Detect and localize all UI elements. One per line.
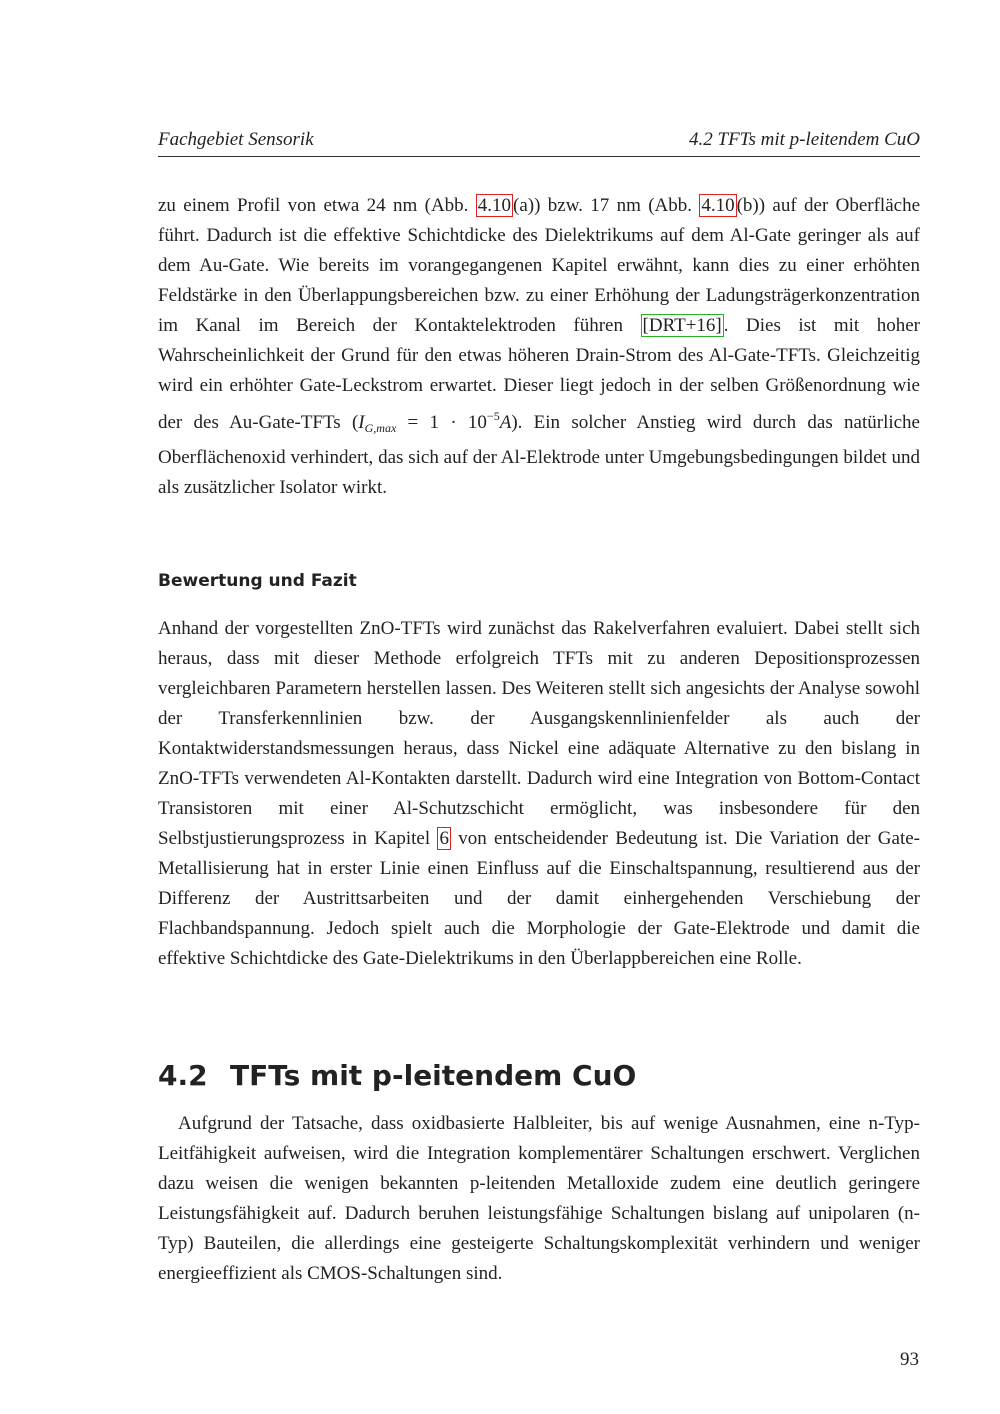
text-run: Anhand der vorgestellten ZnO-TFTs wird zunächst das Rakelverfahren evaluiert. Dabei stellt sich heraus, dass mit dieser Methode erfolgreich TFTs mit zu anderen Depositionsprozessen vergleichbaren Parametern herstellen lassen. Des Weiteren stellt sich angesichts der Analyse sowohl der Transferkennlinien bzw. der Ausgangskennlinienfelder als auch der Kontaktwiderstandsmessungen heraus, dass Nickel eine adäquate Alternative zu den bislang in ZnO-TFTs verwendeten Al-Kontakten darstellt. Dadurch wird eine Integration von Bottom-Contact Transistoren mit einer Al-Schutzschicht ermöglicht, was insbesondere für den Selbstjustierungsprozess in Kapitel: [158, 618, 920, 849]
paragraph-conclusion: [158, 614, 920, 974]
citation-link[interactable]: [DRT+16]: [642, 315, 722, 336]
header-right: 4.2 TFTs mit p-leitendem CuO: [689, 129, 920, 150]
text-run: zu einem Profil von etwa 24 nm (Abb.: [158, 195, 476, 216]
text-run: . Dies ist mit hoher Wahrscheinlichkeit der Grund für den etwas höheren Drain-Strom des Al-Gate-TFTs. Gleichzeitig wird ein erhöhter Gate-Leckstrom erwartet. Dieser liegt jedoch in der selben Größenordnung wie der des Au-Gate-TFTs (: [158, 315, 920, 433]
math-unit: A: [499, 412, 512, 433]
math-current-symbol: I: [358, 412, 365, 433]
section-heading: [158, 1056, 636, 1096]
math-subscript: G,max: [364, 421, 397, 435]
math-exponent: −5: [486, 409, 500, 423]
header-left: Fachgebiet Sensorik: [158, 129, 314, 150]
text-run: ). Ein solcher Anstieg wird durch das natürliche Oberflächenoxid verhindert, das sich auf der Al-Elektrode unter Umgebungsbedingungen bildet und als zusätzlicher Isolator wirkt.: [158, 412, 920, 498]
running-header: [158, 128, 920, 157]
text-run: (a)) bzw. 17 nm (Abb.: [513, 195, 700, 216]
math-equals: = 1 · 10: [396, 412, 487, 433]
page-number: 93: [900, 1349, 919, 1370]
figure-link[interactable]: 4.10: [701, 195, 735, 216]
paragraph-cuo-intro: Aufgrund der Tatsache, dass oxidbasierte Halbleiter, bis auf wenige Ausnahmen, eine n-Typ-Leitfähigkeit aufweisen, wird die Integration komplementärer Schaltungen erschwert. Verglichen dazu weisen die wenigen bekannten p-leitenden Metalloxide zudem eine deutlich geringere Leistungsfähigkeit auf. Dadurch beruhen leistungsfähige Schaltungen bislang auf unipolaren (n-Typ) Bauteilen, die allerdings eine gesteigerte Schaltungskomplexität verhindern und weniger energieeffizient als CMOS-Schaltungen sind.: [158, 1113, 920, 1284]
subheading: Bewertung und Fazit: [158, 571, 357, 591]
section-title: TFTs mit p-leitendem CuO: [230, 1059, 637, 1092]
chapter-link[interactable]: 6: [439, 828, 449, 849]
text-run: (b)) auf der Oberfläche führt. Dadurch ist die effektive Schichtdicke des Dielektrikums auf dem Al-Gate geringer als auf dem Au-Gate. Wie bereits im vorangegangenen Kapitel erwähnt, kann dies zu einer erhöhten Feldstärke in den Überlappungsbereichen bzw. zu einer Erhöhung der Ladungsträgerkonzentration im Kanal im Bereich der Kontaktelektroden führen: [158, 195, 920, 336]
text-run: von entscheidender Bedeutung ist. Die Variation der Gate-Metallisierung hat in erster Linie einen Einfluss auf die Einschaltspannung, resultierend aus der Differenz der Austrittsarbeiten und der damit einhergehenden Verschiebung der Flachbandspannung. Jedoch spielt auch die Morphologie der Gate-Elektrode und damit die effektive Schichtdicke des Gate-Dielektrikums in den Überlappbereichen eine Rolle.: [158, 828, 920, 969]
paragraph-gate-comparison: [158, 191, 920, 503]
figure-link[interactable]: 4.10: [477, 195, 512, 216]
section-number: 4.2: [158, 1059, 208, 1092]
